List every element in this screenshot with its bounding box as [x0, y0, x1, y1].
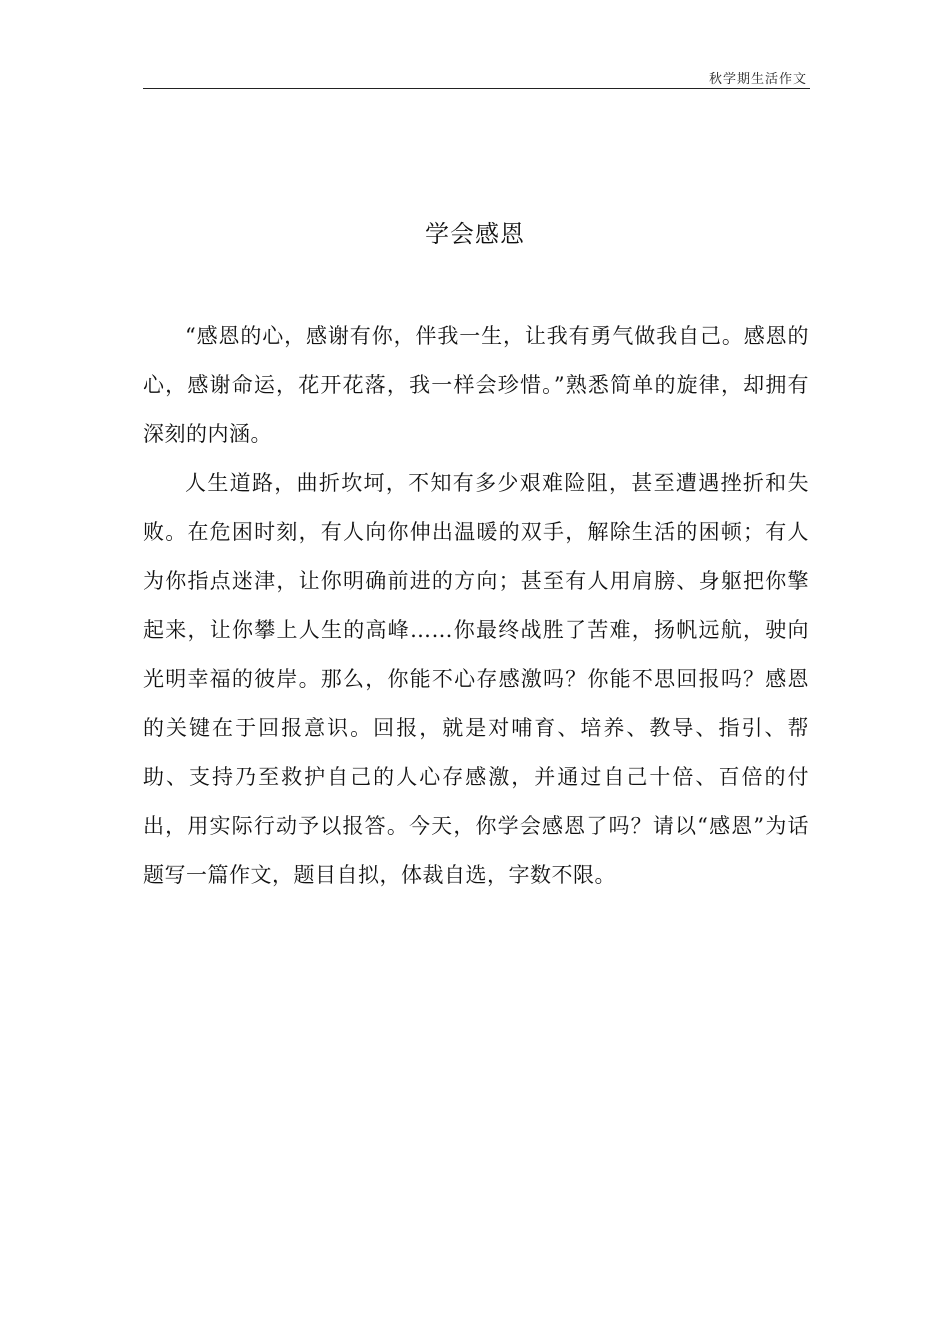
- paragraph-1: “感恩的心，感谢有你，伴我一生，让我有勇气做我自己。感恩的心，感谢命运，花开花落，我一样会珍惜。”熟悉简单的旋律，却拥有深刻的内涵。: [143, 324, 809, 446]
- header-divider: [143, 88, 810, 89]
- essay-body: [143, 312, 809, 900]
- paragraph-2: 人生道路，曲折坎坷，不知有多少艰难险阻，甚至遭遇挫折和失败。在危困时刻，有人向你伸出温暖的双手，解除生活的困顿；有人为你指点迷津，让你明确前进的方向；甚至有人用肩膀、身躯把你擎起来，让你攀上人生的高峰……你最终战胜了苦难，扬帆远航，驶向光明幸福的彼岸。那么，你能不心存感激吗？你能不思回报吗？感恩的关键在于回报意识。回报，就是对哺育、培养、教导、指引、帮助、支持乃至救护自己的人心存感激，并通过自己十倍、百倍的付出，用实际行动予以报答。今天，你学会感恩了吗？请以“感恩”为话题写一篇作文，题目自拟，体裁自选，字数不限。: [143, 471, 809, 887]
- running-header: 秋学期生活作文: [708, 72, 807, 87]
- essay-title: 学会感恩: [425, 220, 525, 248]
